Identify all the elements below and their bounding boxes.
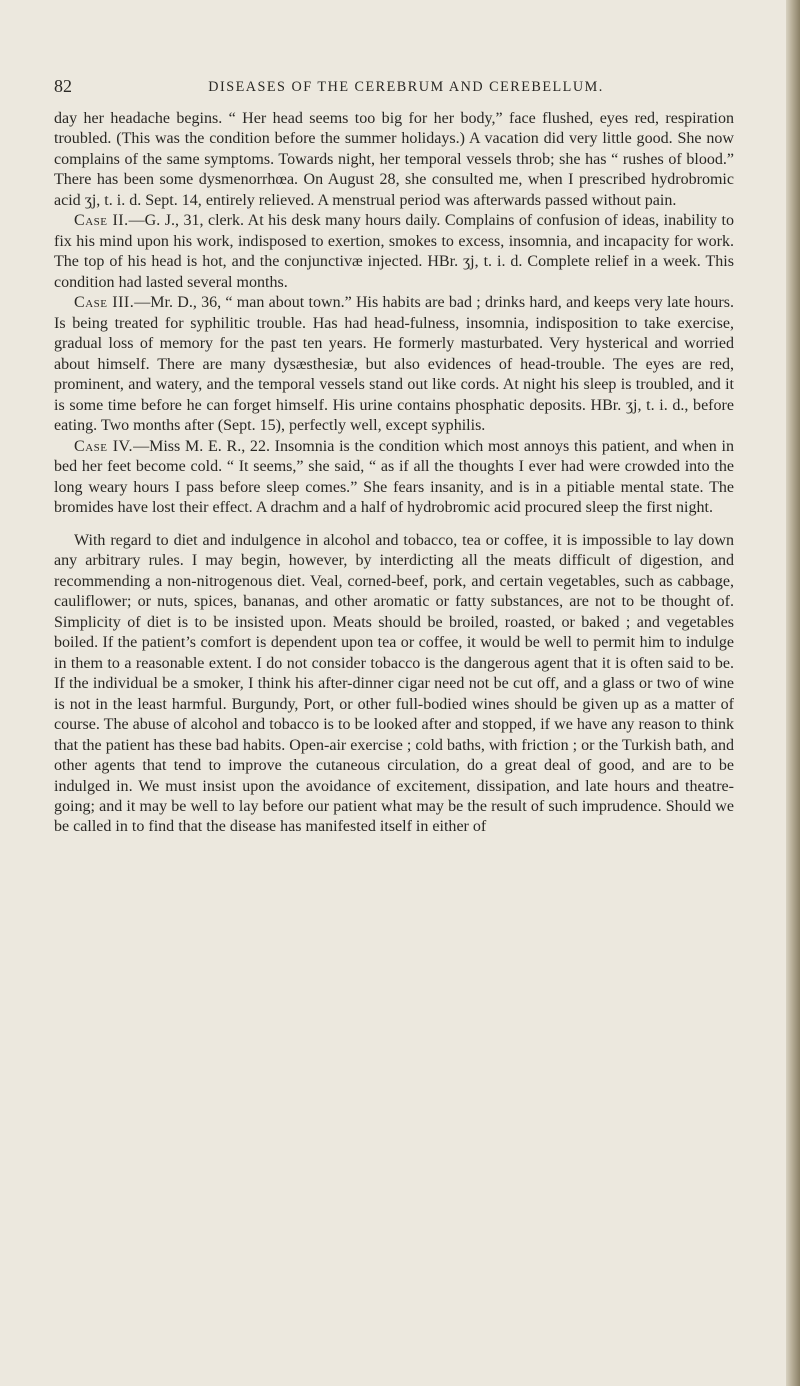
case-heading: Case III. [74,294,135,312]
body-text [54,109,734,838]
case-text: —Miss M. E. R., 22. Insomnia is the condition which most annoys this patient, and when in bed her feet become cold. “ It seems,” she said, “ as if all the thoughts I ever had were crowded into the long weary hours I pass before sleep comes.” She fears insanity, and is in a pitiable mental state. The bromides have lost their effect. A drachm and a half of hydrobromic acid procured sleep the first night. [54,437,735,517]
paragraph-diet: With regard to diet and indulgence in alcohol and tobacco, tea or coffee, it is impossible to lay down any arbitrary rules. I may begin, however, by interdicting all the meats difficult of digestion, and recommending a non-nitrogenous diet. Veal, corned-beef, pork, and certain vegetables, such as cabbage, cauliflower; or nuts, spices, bananas, and other aromatic or fatty substances, are not to be thought of. Simplicity of diet is to be insisted upon. Meats should be broiled, roasted, or baked ; and vegetables boiled. If the patient’s comfort is dependent upon tea or coffee, it would be well to permit him to indulge in them to a reasonable extent. I do not consider tobacco is the dangerous agent that it is often said to be. If the individual be a smoker, I think his after-dinner cigar need not be cut off, and a glass or two of wine is not in the least harmful. Burgundy, Port, or other full-bodied wines should be given up as a matter of course. The abuse of alcohol and tobacco is to be looked after and stopped, if we have any reason to think that the patient has these bad habits. Open-air exercise ; cold baths, with friction ; or the Turkish bath, and other agents that tend to improve the cutaneous circulation, do a great deal of good, and are to be indulged in. We must insist upon the avoidance of excitement, dissipation, and late hours and theatre-going; and it may be well to lay before our patient what may be the result of such imprudence. Should we be called in to find that the disease has manifested itself in either of [54,531,734,836]
paragraph-case-iv [54,437,734,519]
case-text: —Mr. D., 36, “ man about town.” His habits are bad ; drinks hard, and keeps very late hours. Is being treated for syphilitic trouble. Has had head-fulness, insomnia, indisposition to take exercise, gradual loss of memory for the past ten years. He formerly masturbated. Very hysterical and worried about himself. There are many dysæsthesiæ, but also evidences of head-trouble. The eyes are red, prominent, and watery, and the temporal vessels stand out like cords. At night his sleep is troubled, and it is some time before he can forget himself. His urine contains phosphatic deposits. HBr. ʒj, t. i. d., before eating. Two months after (Sept. 15), perfectly well, except syphilis. [54,294,734,435]
page-number: 82 [54,76,72,96]
case-heading: Case II. [74,212,129,230]
case-text: —G. J., 31, clerk. At his desk many hours daily. Complains of confusion of ideas, inability to fix his mind upon his work, indisposed to exertion, smokes to excess, insomnia, and incapacity for work. The top of his head is hot, and the conjunctivæ injected. HBr. ʒj, t. i. d. Complete relief in a week. This condition had lasted several months. [54,212,734,291]
page-header [54,76,722,100]
paragraph-case-ii [54,211,734,293]
page-edge [786,0,800,1386]
paragraph-case-i-continued: day her headache begins. “ Her head seems too big for her body,” face flushed, eyes red, respiration troubled. (This was the condition before the summer holidays.) A vacation did very little good. She now complains of the same symptoms. Towards night, her temporal vessels throb; she has “ rushes of blood.” There has been some dysmenorrhœa. On August 28, she consulted me, when I prescribed hydrobromic acid ʒj, t. i. d. Sept. 14, entirely relieved. A menstrual period was afterwards passed without pain. [54,110,734,209]
running-head: DISEASES OF THE CEREBRUM AND CEREBELLUM. [208,79,604,95]
paragraph-case-iii [54,293,734,436]
case-heading: Case IV. [74,437,134,455]
